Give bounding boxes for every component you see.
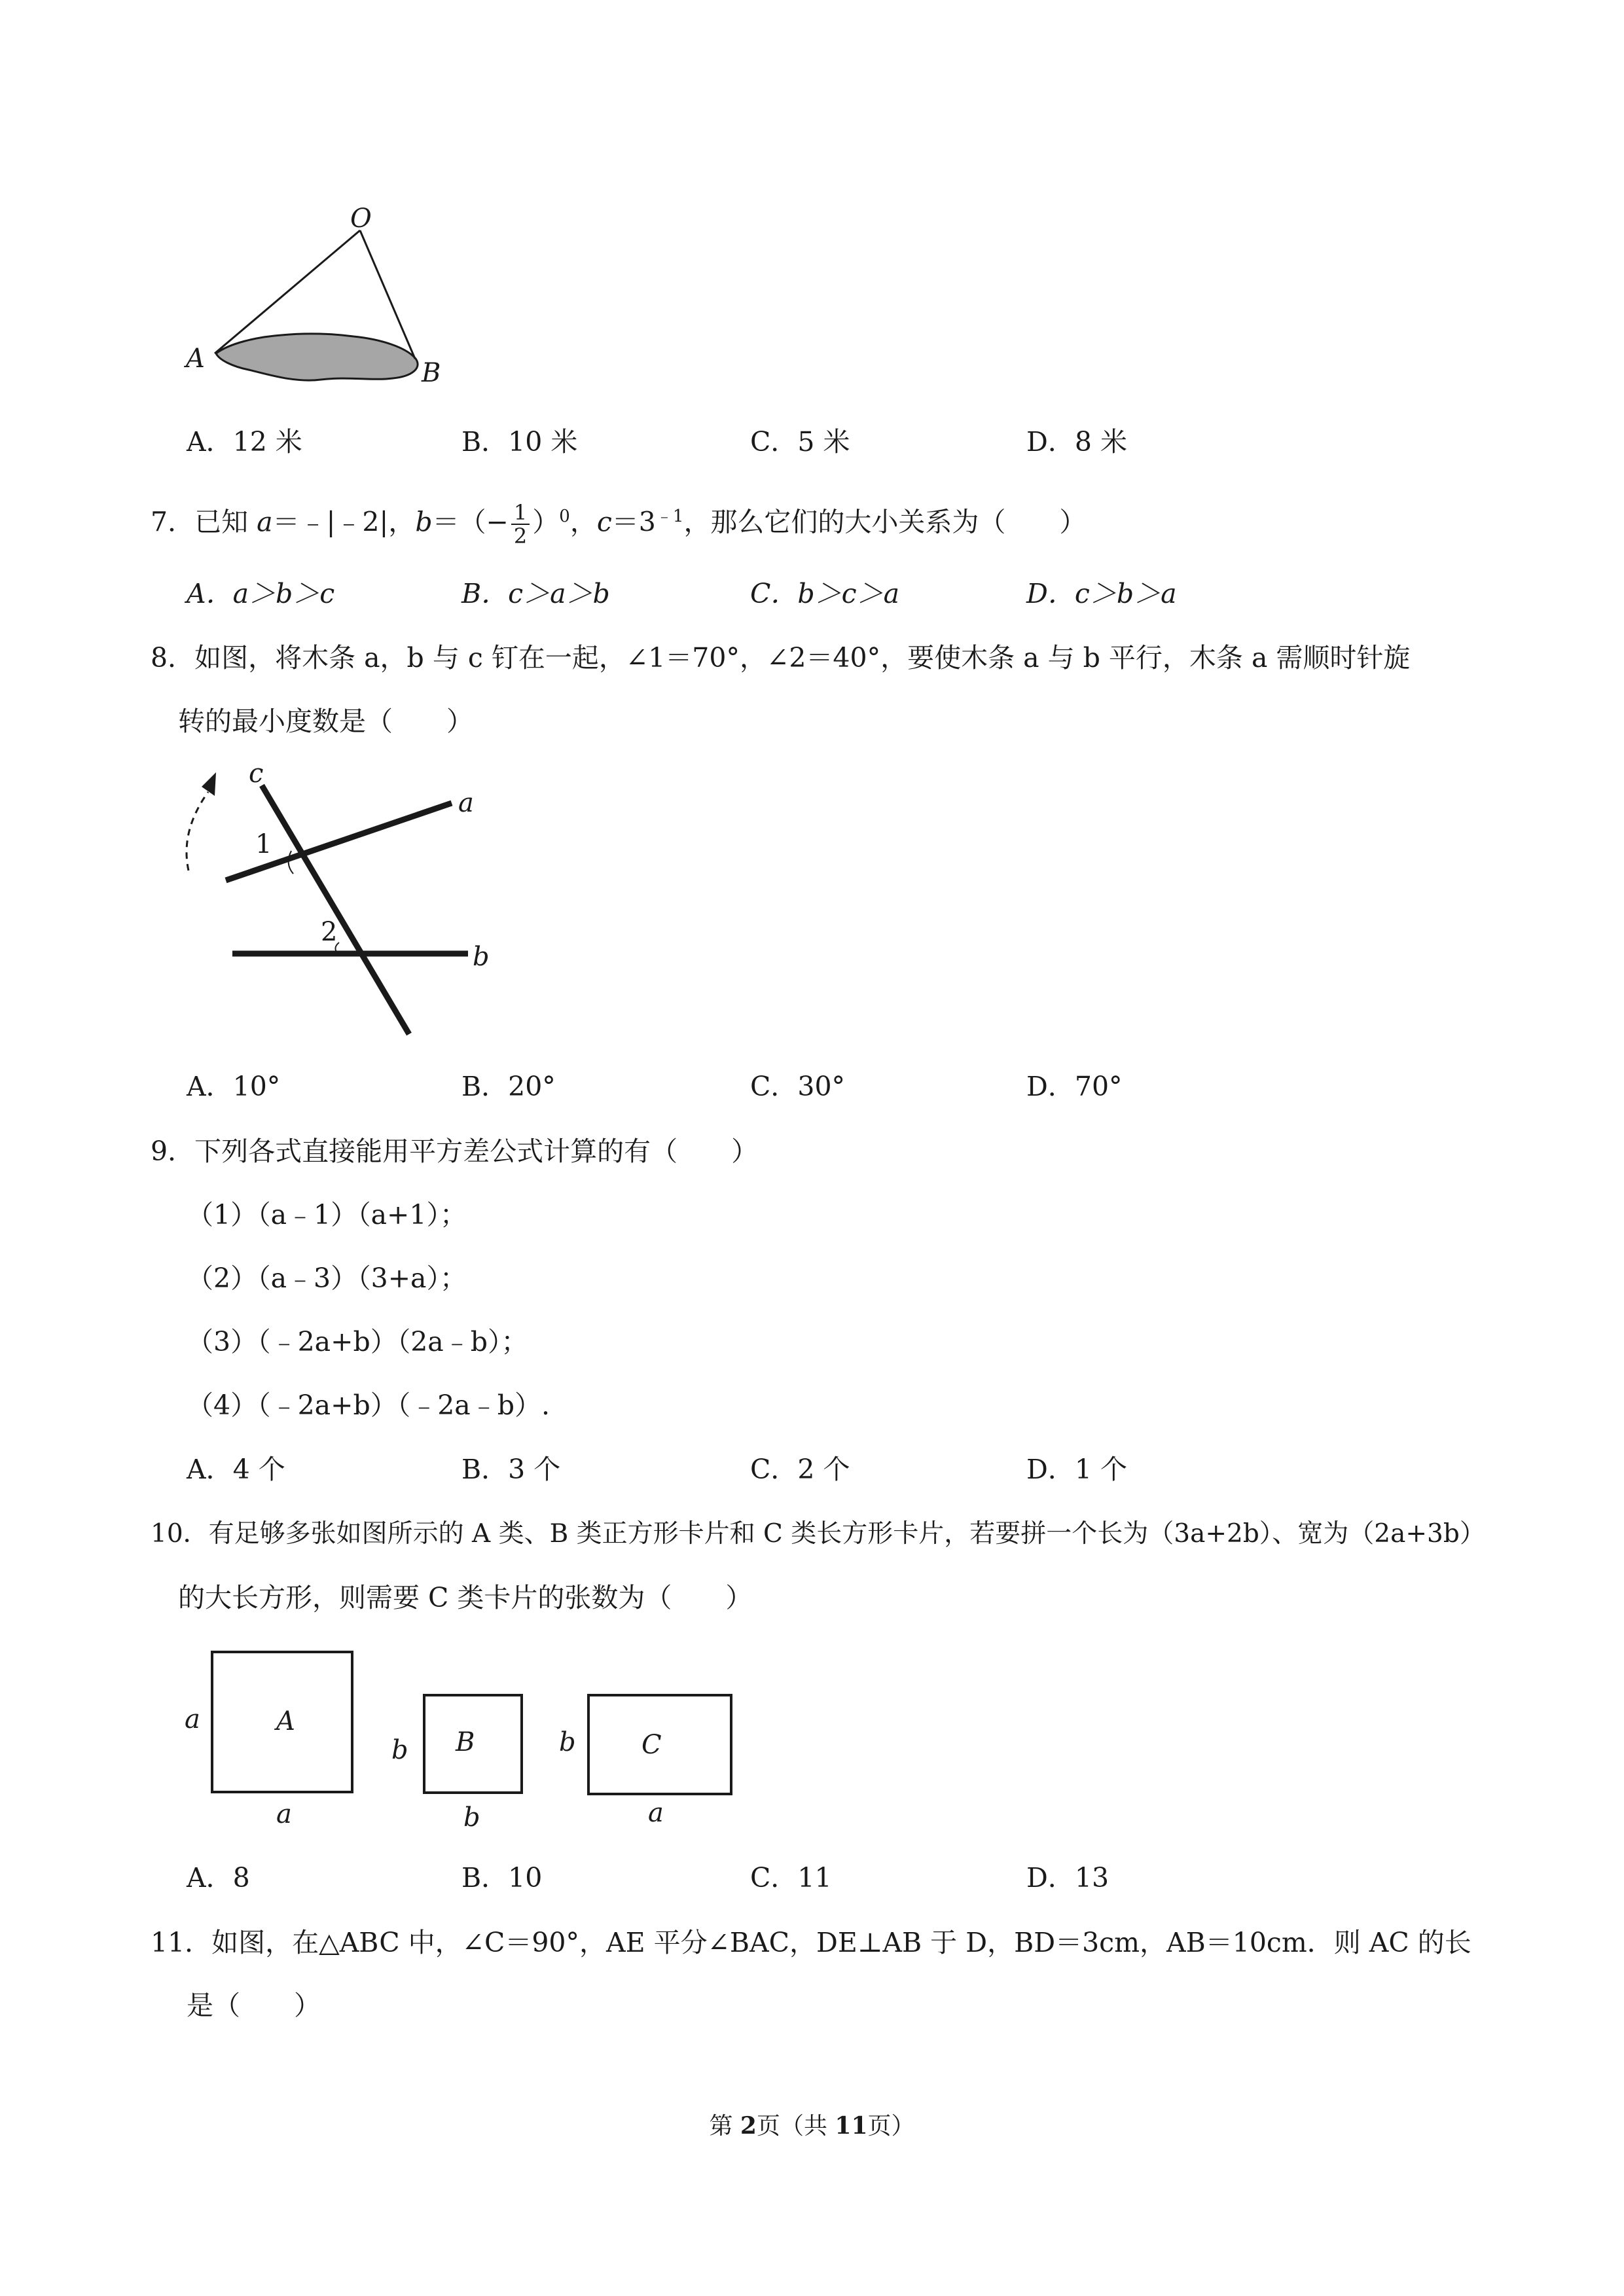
card-B-left-side: b — [391, 1735, 408, 1765]
q7-stem: 7．已知 a＝﹣|﹣2|，b＝（− $\frac{1}{2}$ ）$^0$，$c=3^{﹣1}$，那么它们的大小关系为（ ） — [151, 500, 1087, 549]
pond-shape — [216, 334, 418, 380]
card-C-bottom-side: a — [648, 1798, 664, 1828]
q8-option-c: C．30° — [750, 1071, 846, 1102]
q6-figure — [183, 203, 458, 399]
point-B-label: B — [422, 358, 441, 388]
q10-stem-line1: 10．有足够多张如图所示的 A 类、B 类正方形卡片和 C 类长方形卡片，若要拼一个长为（3a+2b）、宽为（2a+3b） — [151, 1519, 1485, 1549]
q9-option-a: A．4 个 — [187, 1454, 285, 1485]
q9-option-c: C．2 个 — [750, 1454, 850, 1485]
q9-option-d: D．1 个 — [1026, 1454, 1127, 1485]
stick-a-label: a — [458, 788, 474, 818]
q9-stem: 9．下列各式直接能用平方差公式计算的有（ ） — [151, 1136, 759, 1167]
fraction-one-half: $\frac{1}{2}$ — [511, 501, 530, 547]
q8-option-a: A．10° — [187, 1071, 281, 1102]
card-B-bottom-side: b — [463, 1803, 480, 1833]
angle-1-arc — [289, 851, 293, 874]
q10-option-a: A．8 — [187, 1862, 250, 1893]
point-O-label: O — [350, 204, 372, 234]
q10-option-d: D．13 — [1026, 1862, 1110, 1893]
arrowhead-icon — [202, 772, 216, 796]
q6-option-a: A．12 米 — [187, 426, 302, 457]
angle-1-label: 1 — [255, 829, 272, 859]
card-A-bottom-side: a — [276, 1799, 292, 1829]
stick-c-label: c — [249, 759, 264, 789]
q10-option-c: C．11 — [750, 1862, 832, 1893]
q11-stem-line2: 是（ ） — [187, 1990, 321, 2021]
q9-item-1: （1）（a﹣1）（a+1）； — [187, 1199, 467, 1230]
card-C-name: C — [641, 1730, 662, 1760]
card-C-left-side: b — [559, 1727, 576, 1757]
angle-2-label: 2 — [321, 917, 338, 947]
q6-option-c: C．5 米 — [750, 426, 850, 457]
rotation-arrow-icon — [187, 792, 208, 870]
q7-option-a: A．a＞b＞c — [187, 578, 335, 609]
q7-option-b: B．c＞a＞b — [461, 578, 610, 609]
q8-stem-line2: 转的最小度数是（ ） — [178, 706, 473, 737]
q9-option-b: B．3 个 — [461, 1454, 561, 1485]
card-A-left-side: a — [185, 1704, 200, 1734]
point-A-label: A — [186, 344, 205, 374]
q9-item-3: （3）（﹣2a+b）（2a﹣b）； — [187, 1326, 528, 1357]
q10-stem-line2: 的大长方形，则需要 C 类卡片的张数为（ ） — [178, 1582, 753, 1613]
q6-option-d: D．8 米 — [1026, 426, 1127, 457]
stick-b-label: b — [473, 942, 490, 972]
q8-option-d: D．70° — [1026, 1071, 1123, 1102]
q8-stem-line1: 8．如图，将木条 a，b 与 c 钉在一起，∠1＝70°，∠2＝40°，要使木条 a 与 b 平行，木条 a 需顺时针旋 — [151, 642, 1411, 673]
q9-item-4: （4）（﹣2a+b）（﹣2a﹣b）. — [187, 1390, 550, 1421]
q10-option-b: B．10 — [461, 1862, 543, 1893]
q11-stem-line1: 11．如图，在△ABC 中，∠C＝90°，AE 平分∠BAC，DE⊥AB 于 D，BD＝3cm，AB＝10cm．则 AC 的长 — [151, 1927, 1471, 1958]
current-page-number: 2 — [740, 2112, 757, 2140]
total-page-number: 11 — [835, 2112, 868, 2140]
q6-option-b: B．10 米 — [461, 426, 578, 457]
card-A-name: A — [276, 1706, 295, 1736]
q9-item-2: （2）（a﹣3）（3+a）； — [187, 1263, 467, 1294]
q8-option-b: B．20° — [461, 1071, 556, 1102]
card-B-name: B — [456, 1727, 475, 1757]
page-footer: 第 2页（共 11页） — [709, 2112, 915, 2140]
q7-option-c: C．b＞c＞a — [750, 578, 900, 609]
q7-option-d: D．c＞b＞a — [1026, 578, 1177, 609]
